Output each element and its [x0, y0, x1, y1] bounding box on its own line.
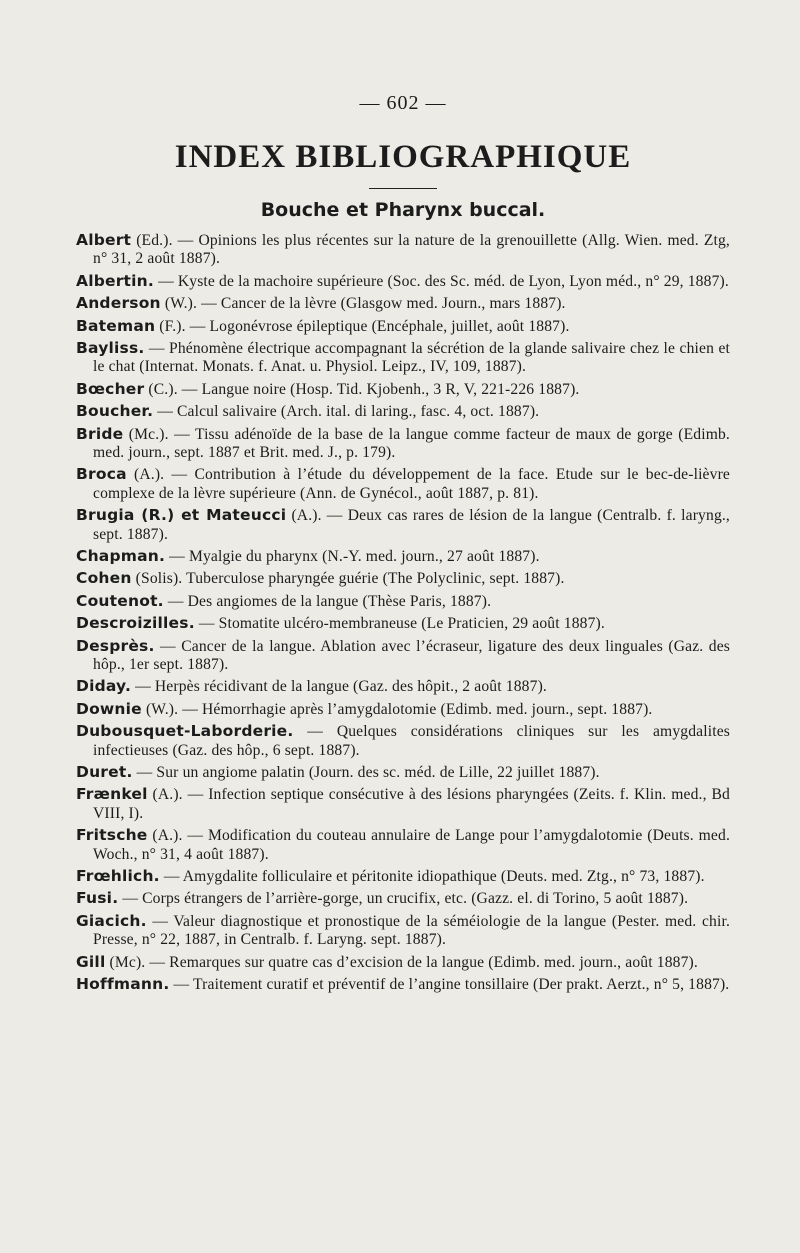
entry-text: (Solis). Tuberculose pharyngée guérie (The Polyclinic, sept. 1887). [131, 570, 565, 588]
entry-author: Coutenot. [76, 591, 164, 610]
bibliography-entry [76, 465, 730, 503]
bibliography-entry [76, 722, 730, 760]
bibliography-entry [76, 402, 730, 421]
bibliography-entry [76, 826, 730, 864]
entry-text: — Corps étrangers de l’arrière-gorge, un crucifix, etc. (Gazz. el. di Torino, 5 août 1887). [118, 890, 689, 908]
entry-text: — Myalgie du pharynx (N.-Y. med. journ., 27 août 1887). [165, 547, 540, 565]
entry-author: Desprès. [76, 636, 155, 655]
entry-text: — Traitement curatif et préventif de l’angine tonsillaire (Der prakt. Aerzt., n° 5, 1887). [169, 976, 730, 994]
entry-author: Frœhlich. [76, 867, 160, 886]
entry-author: Chapman. [76, 546, 166, 565]
entry-author: Gill [76, 952, 106, 971]
entry-text: (W.). — Cancer de la lèvre (Glasgow med. Journ., mars 1887). [160, 295, 566, 313]
entry-author: Fritsche [76, 826, 148, 845]
bibliography-entry [76, 614, 730, 633]
entry-author: Albert [76, 230, 132, 249]
entry-text: — Calcul salivaire (Arch. ital. di laring., fasc. 4, oct. 1887). [153, 403, 540, 421]
entry-author: Bayliss. [76, 338, 145, 357]
bibliography-entry [76, 547, 730, 566]
bibliography-entry [76, 569, 730, 588]
entry-author: Bateman [76, 316, 156, 335]
bibliography-entry [76, 294, 730, 313]
bibliography-entry [76, 867, 730, 886]
entry-author: Fusi. [76, 889, 119, 908]
entry-text: — Cancer de la langue. Ablation avec l’écraseur, ligature des deux linguales (Gaz. des hôp., 1er sept. 1887). [93, 637, 730, 674]
entry-text: — Valeur diagnostique et pronostique de la séméiologie de la langue (Pester. med. chir. Presse, n° 22, 1887, in Centralb. f. Laryng. sept. 1887). [93, 912, 730, 949]
bibliography-entry [76, 506, 730, 544]
entry-author: Dubousquet-Laborderie. [76, 722, 294, 741]
bibliography-entry [76, 637, 730, 675]
entry-author: Boucher. [76, 402, 154, 421]
entry-text: (Ed.). — Opinions les plus récentes sur la nature de la grenouillette (Allg. Wien. med. Ztg, n° 31, 2 août 1887). [93, 231, 730, 268]
bibliography-entry [76, 592, 730, 611]
entry-text: (Mc). — Remarques sur quatre cas d’excision de la langue (Edimb. med. journ., août 1887). [105, 953, 698, 971]
entry-text: — Des angiomes de la langue (Thèse Paris, 1887). [163, 592, 492, 610]
entry-text: (A.). — Deux cas rares de lésion de la langue (Centralb. f. laryng., sept. 1887). [93, 507, 730, 543]
entry-author: Cohen [76, 569, 132, 588]
bibliography-entry [76, 889, 730, 908]
bibliography-entry [76, 272, 730, 291]
entry-text: (C.). — Langue noire (Hosp. Tid. Kjobenh., 3 R, V, 221-226 1887). [144, 380, 580, 398]
bibliography-list [76, 231, 730, 995]
entry-text: (Mc.). — Tissu adénoïde de la base de la langue comme facteur de maux de gorge (Edimb. med. journ., sept. 1887 et Brit. med. J., p. 179). [93, 425, 730, 461]
entry-text: — Sur un angiome palatin (Journ. des sc. méd. de Lille, 22 juillet 1887). [132, 764, 600, 782]
entry-author: Anderson [76, 294, 161, 313]
bibliography-entry [76, 953, 730, 972]
entry-text: (W.). — Hémorrhagie après l’amygdalotomie (Edimb. med. journ., sept. 1887). [141, 700, 653, 718]
entry-text: — Herpès récidivant de la langue (Gaz. des hôpit., 2 août 1887). [131, 678, 547, 696]
entry-text: — Stomatite ulcéro-membraneuse (Le Praticien, 29 août 1887). [194, 615, 605, 633]
bibliography-entry [76, 425, 730, 463]
entry-text: (A.). — Infection septique consécutive à des lésions pharyngées (Zeits. f. Klin. med., Bd VIII, I). [93, 786, 730, 822]
entry-author: Frænkel [76, 785, 148, 804]
bibliography-entry [76, 339, 730, 377]
entry-text: — Quelques considérations cliniques sur les amygdalites infectieuses (Gaz. des hôp., 6 sept. 1887). [93, 723, 730, 759]
entry-text: — Amygdalite folliculaire et péritonite idiopathique (Deuts. med. Ztg., n° 73, 1887). [159, 868, 705, 886]
entry-author: Duret. [76, 763, 133, 782]
entry-author: Brugia (R.) et Mateucci [76, 506, 287, 525]
bibliography-entry [76, 700, 730, 719]
title-rule [369, 188, 437, 189]
entry-text: — Phénomène électrique accompagnant la sécrétion de la glande salivaire chez le chien et le chat (Internat. Monats. f. Anat. u. Physiol. Leipz., IV, 109, 1887). [93, 339, 730, 376]
entry-author: Hoffmann. [76, 975, 170, 994]
entry-author: Albertin. [76, 271, 155, 290]
entry-author: Diday. [76, 677, 132, 696]
page-title: INDEX BIBLIOGRAPHIQUE [174, 139, 632, 175]
entry-author: Bœcher [76, 379, 145, 398]
bibliography-entry [76, 975, 730, 994]
bibliography-entry [76, 677, 730, 696]
entry-author: Downie [76, 699, 142, 718]
bibliography-entry [76, 785, 730, 823]
entry-text: (A.). — Contribution à l’étude du développement de la face. Etude sur le bec-de-lièvre complexe de la lèvre supérieure (Ann. de Gynécol., août 1887, p. 81). [93, 466, 730, 502]
entry-text: (A.). — Modification du couteau annulaire de Lange pour l’amygdalotomie (Deuts. med. Woch., n° 31, 4 août 1887). [93, 827, 730, 863]
bibliography-entry [76, 912, 730, 950]
entry-author: Bride [76, 424, 124, 443]
page-number: — 602 — [359, 92, 447, 114]
entry-author: Descroizilles. [76, 614, 195, 633]
entry-text: — Kyste de la machoire supérieure (Soc. des Sc. méd. de Lyon, Lyon méd., n° 29, 1887). [154, 272, 729, 290]
bibliography-entry [76, 763, 730, 782]
bibliography-entry [76, 380, 730, 399]
entry-author: Broca [76, 465, 127, 484]
bibliography-entry [76, 317, 730, 336]
entry-text: (F.). — Logonévrose épileptique (Encéphale, juillet, août 1887). [155, 317, 570, 335]
bibliography-entry [76, 231, 730, 269]
section-heading: Bouche et Pharynx buccal. [260, 199, 546, 221]
entry-author: Giacich. [76, 911, 147, 930]
